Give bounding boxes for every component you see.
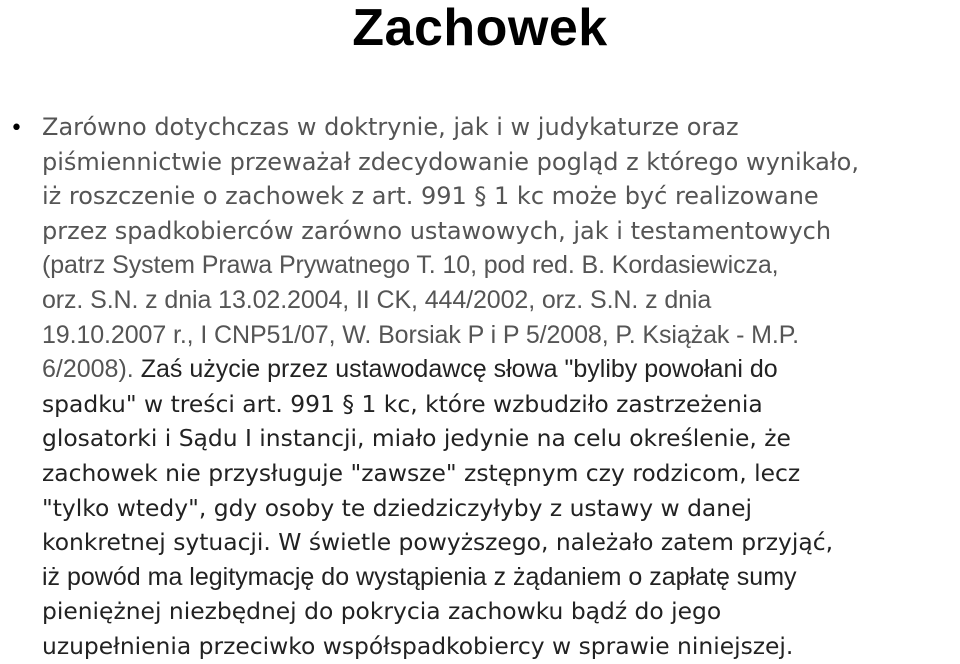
text-line: (patrz System Prawa Prywatnego T. 10, pod red. B. Kordasiewicza, [42,251,779,280]
text-line: spadku" w treści art. 991 § 1 kc, które wzbudziło zastrzeżenia [42,389,763,418]
quoted-opinion-text [42,110,938,352]
text-line: pieniężnej niezbędnej do pokrycia zachowku bądź do jego [42,597,722,626]
text-line: piśmiennictwie przeważał zdecydowanie pogląd z którego wynikało, [42,147,859,176]
text-line: zachowek nie przysługuje "zawsze" zstępnym czy rodzicom, lecz [42,458,801,487]
text-line: glosatorki i Sądu I instancji, miało jedynie na celu określenie, że [42,424,791,453]
slide-title: Zachowek [352,0,608,57]
text-line: orz. S.N. z dnia 13.02.2004, II CK, 444/2002, orz. S.N. z dnia [42,285,712,314]
text-line: przez spadkobierców zarówno ustawowych, jak i testamentowych [42,216,832,245]
text-line: iż powód ma legitymację do wystąpienia z żądaniem o zapłatę sumy [42,562,797,591]
text-line: "tylko wtedy", gdy osoby te dziedziczyłyby z ustawy w danej [42,493,752,522]
bullet-item [0,110,960,664]
text-line: iż roszczenie o zachowek z art. 991 § 1 kc może być realizowane [42,182,819,211]
text-line-with-continuation [42,352,938,387]
text-line: uzupełnienia przeciwko współspadkobiercy w sprawie niniejszej. [42,631,794,660]
main-argument-text [42,352,938,663]
bullet-dot-icon: • [10,116,23,141]
text-line: Zarówno dotychczas w doktrynie, jak i w judykaturze oraz [42,113,739,141]
main-text-start: Zaś użycie przez ustawodawcę słowa "byliby powołani do [140,355,778,384]
text-line: 19.10.2007 r., I CNP51/07, W. Borsiak P i P 5/2008, P. Książak - M.P. [42,320,799,349]
quoted-citation-tail: 6/2008). [42,355,134,384]
text-line: konkretnej sytuacji. W świetle powyższego, należało zatem przyjąć, [42,528,834,557]
bullet-list [0,110,960,664]
